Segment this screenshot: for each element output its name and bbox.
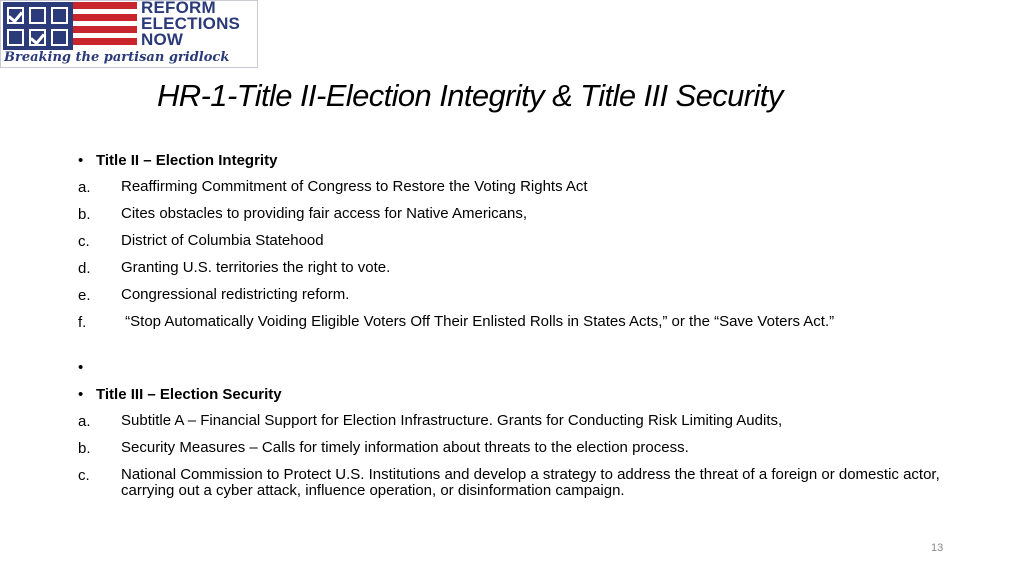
logo-word-now: NOW xyxy=(141,30,184,49)
list-item-text: Security Measures – Calls for timely information about threats to the election process. xyxy=(121,439,689,456)
bullet-marker: • xyxy=(78,386,84,403)
empty-bullet xyxy=(78,359,958,386)
empty-box-icon xyxy=(51,29,68,46)
list-item xyxy=(78,206,958,233)
list-item-text: Congressional redistricting reform. xyxy=(121,286,350,303)
list-item-text: National Commission to Protect U.S. Institutions and develop a strategy to address the threat of a foreign or domestic actor, carrying out a cyber attack, influence operation, or disinformation campaign. xyxy=(121,466,940,499)
list-item-marker: c. xyxy=(78,233,90,250)
list-item xyxy=(78,287,958,314)
list-item-marker: c. xyxy=(78,467,90,484)
list-item xyxy=(78,260,958,287)
list-item-marker: a. xyxy=(78,413,91,430)
list-item-marker: b. xyxy=(78,440,91,457)
list-item xyxy=(78,314,958,359)
page-title: HR-1-Title II-Election Integrity & Title III Security xyxy=(157,78,783,113)
logo-checkbox-panel xyxy=(3,2,73,50)
list-item-marker: a. xyxy=(78,179,91,196)
logo-word-reform: REFORM xyxy=(141,0,216,17)
section-heading-title-iii xyxy=(78,386,958,413)
empty-box-icon xyxy=(51,7,68,24)
logo-flag-stripes xyxy=(73,2,137,50)
section-heading-text: Title II – Election Integrity xyxy=(96,152,278,169)
logo-word-elections: ELECTIONS xyxy=(141,14,241,33)
bullet-marker: • xyxy=(78,359,84,376)
list-item xyxy=(78,467,958,512)
reform-elections-now-logo xyxy=(0,0,258,68)
list-item-text: Reaffirming Commitment of Congress to Restore the Voting Rights Act xyxy=(121,178,588,195)
list-item xyxy=(78,233,958,260)
list-item-text: Granting U.S. territories the right to vote. xyxy=(121,259,391,276)
list-item-marker: e. xyxy=(78,287,91,304)
list-item xyxy=(78,179,958,206)
bullet-marker: • xyxy=(78,152,84,169)
empty-box-icon xyxy=(29,7,46,24)
list-item-text: “Stop Automatically Voiding Eligible Voters Off Their Enlisted Rolls in States Acts,” or the “Save Voters Act.” xyxy=(121,313,835,330)
list-item-text: Cites obstacles to providing fair access for Native Americans, xyxy=(121,205,528,222)
checked-box-icon xyxy=(29,29,46,46)
list-item xyxy=(78,413,958,440)
checked-box-icon xyxy=(7,7,24,24)
logo-tagline: Breaking the partisan gridlock xyxy=(4,50,230,65)
section-heading-title-ii xyxy=(78,152,958,179)
page-number: 13 xyxy=(931,542,944,554)
section-heading-text: Title III – Election Security xyxy=(96,386,282,403)
content-list xyxy=(78,152,958,512)
list-item-marker: b. xyxy=(78,206,91,223)
list-item xyxy=(78,440,958,467)
list-item-marker: f. xyxy=(78,314,87,331)
list-item-marker: d. xyxy=(78,260,91,277)
list-item-text: Subtitle A – Financial Support for Election Infrastructure. Grants for Conducting Risk Limiting Audits, xyxy=(121,412,783,429)
empty-box-icon xyxy=(7,29,24,46)
list-item-text: District of Columbia Statehood xyxy=(121,232,324,249)
